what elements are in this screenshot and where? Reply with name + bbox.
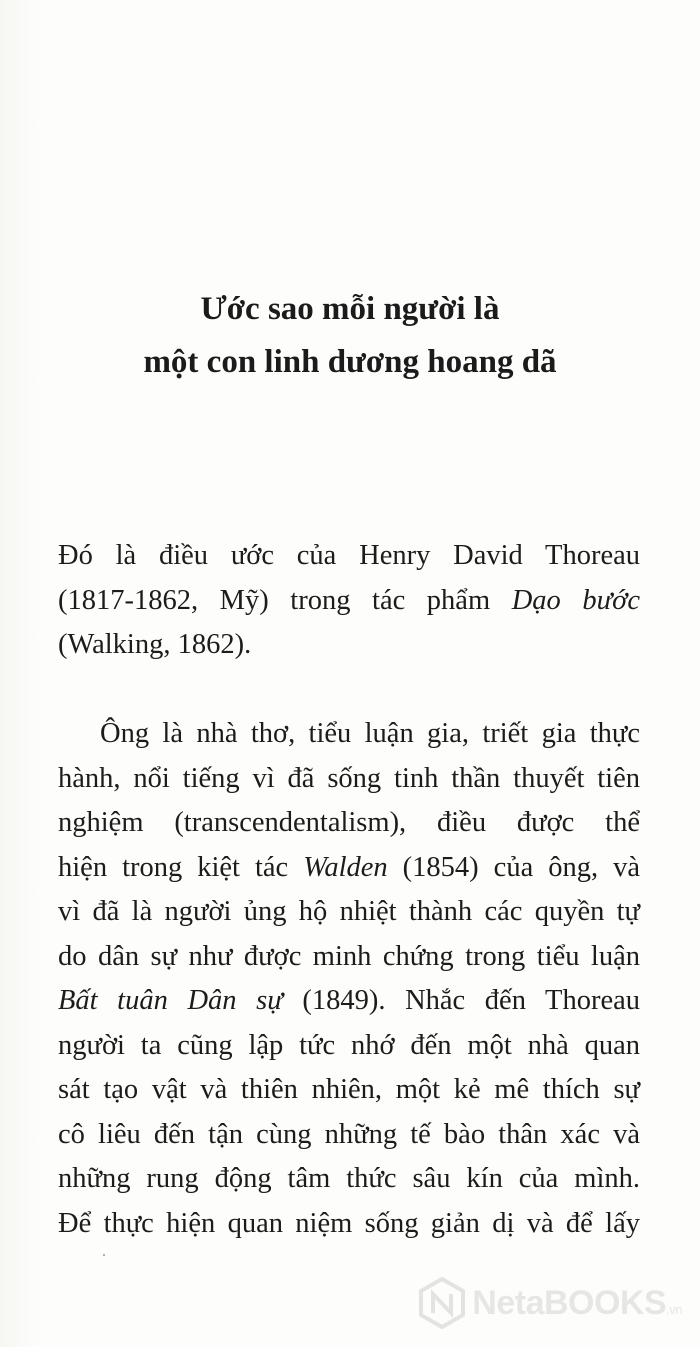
text-line: vì đã là người ủng hộ nhiệt thành các quyền tự bbox=[58, 896, 640, 927]
text-span: hiện trong kiệt tác bbox=[58, 851, 304, 883]
text-line bbox=[58, 846, 640, 891]
book-title-italic: Walden bbox=[303, 851, 388, 883]
text-line bbox=[58, 979, 640, 1024]
text-line: những rung động tâm thức sâu kín của mình. bbox=[58, 1163, 640, 1194]
book-title-italic: Bất tuân Dân sự bbox=[58, 985, 283, 1016]
text-line: cô liêu đến tận cùng những tế bào thân xác và bbox=[58, 1118, 640, 1150]
watermark-text bbox=[472, 1284, 682, 1323]
heading-line-1: Ước sao mỗi người là bbox=[200, 291, 500, 327]
text-span: (1849). Nhắc đến Thoreau bbox=[282, 985, 640, 1016]
text-line: Đó là điều ước của Henry David Thoreau bbox=[58, 540, 640, 571]
paragraph-1 bbox=[58, 534, 640, 668]
text-span: (1817-1862, Mỹ) trong tác phẩm bbox=[58, 584, 512, 616]
text-line: Ông là nhà thơ, tiểu luận gia, triết gia thực bbox=[100, 718, 640, 749]
text-line: sát tạo vật và thiên nhiên, một kẻ mê thích sự bbox=[58, 1074, 640, 1105]
heading-line-2: một con linh dương hoang dã bbox=[143, 344, 557, 380]
book-title-italic: Dạo bước bbox=[511, 584, 640, 616]
watermark-suffix: .vn bbox=[666, 1301, 682, 1317]
chapter-heading bbox=[60, 283, 640, 389]
text-line: hành, nổi tiếng vì đã sống tinh thần thuyết tiên bbox=[58, 762, 640, 794]
watermark bbox=[418, 1277, 682, 1329]
watermark-brand: NetaBOOKS bbox=[472, 1283, 667, 1322]
text-line: Để thực hiện quan niệm sống giản dị và để lấy bbox=[58, 1207, 640, 1239]
paragraph-2 bbox=[58, 712, 640, 1246]
netabooks-logo-icon bbox=[418, 1277, 466, 1329]
text-line: nghiệm (transcendentalism), điều được thể bbox=[58, 807, 640, 838]
text-line: do dân sự như được minh chứng trong tiểu luận bbox=[58, 940, 640, 972]
text-line bbox=[58, 579, 640, 624]
page-speck bbox=[103, 1254, 105, 1256]
text-line: người ta cũng lập tức nhớ đến một nhà quan bbox=[58, 1029, 640, 1061]
text-span: (1854) của ông, và bbox=[387, 851, 641, 883]
text-line: (Walking, 1862). bbox=[58, 629, 252, 660]
